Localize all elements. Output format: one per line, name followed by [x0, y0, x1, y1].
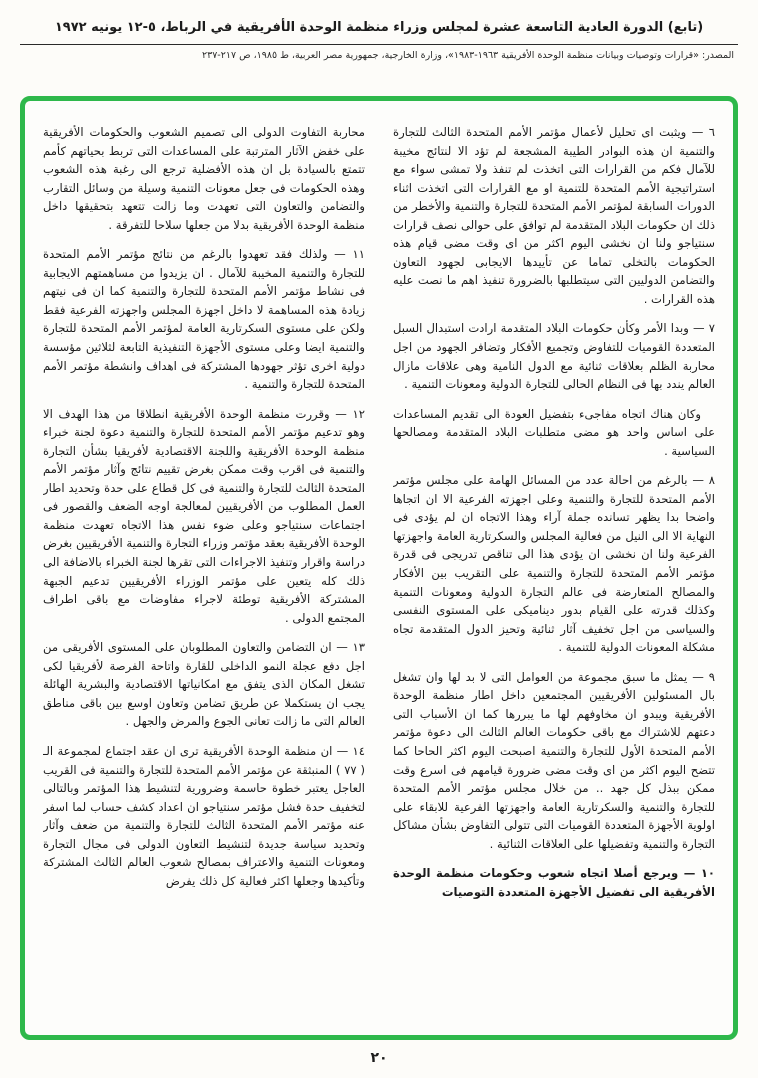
two-column-text — [43, 123, 715, 1017]
paragraph-continuation: محاربة التفاوت الدولى الى تصميم الشعوب والحكومات الأفريقية على خفض الآثار المترتبة على المساعدات التى تربط بحياتهم كأمم تتمتع بالسيادة بل ان هذه الأفضلية ترجع الى رغبة هذه الشعوب وهذه الحكومات فى جعل معونات التنمية وسيلة من وسائل التقارب والتضامن والتعاون التى تعهدت وما زالت تتعهد بتحقيقها داخل منظمة الوحدة الأفريقية بدلا من جعلها سلاحا للتفرقة . — [43, 125, 365, 232]
paragraph-9: ٩ — يمثل ما سبق مجموعة من العوامل التى لا بد لها وان تشغل بال المسئولين الأفريقيين المجتمعين داخل اطار منظمة الوحدة الأفريقية ويبدو ان مخاوفهم لها ما يبررها كما ان الأسباب التى دعتهم للاشتراك مع باقى حكومات العالم الثالث الى دعوة مؤتمر الأمم المتحدة الأول للتجارة والتنمية اصبحت اليوم اكثر الحاحا كما تتضح اليوم اكثر من اى وقت مضى ضرورة قيامهم فى اسرع وقت ممكن ببذل كل جهد .. من خلال مجلس مؤتمر الأمم المتحدة للتجارة والتنمية والسكرتارية العامة واجهزتها الفرعية للابقاء على اولوية الأجهزة المتعددة القوميات التى تتولى التفاوض بشأن مشاكل التجارة والتنمية وتفضيلها على العلاقات الثنائية . — [393, 669, 715, 851]
paragraph-12: ١٢ — وقررت منظمة الوحدة الأفريقية انطلاقا من هذا الهدف الا وهو تدعيم مؤتمر الأمم المتحدة للتجارة والتنمية دعوة لجنة خبراء منظمة الوحدة الأفريقية واللجنة الاقتصادية لأفريقيا بشأن التجارة والتنمية فى اقرب وقت ممكن بغرض تقييم نتائج وآثار مؤتمر الأمم المتحدة الثالث للتجارة والتنمية فى كل قطاع على حدة وتحديد اطار العمل المطلوب من الأفريقيين لمعالجة اوجه الضعف والقصور فى اجتماعات سنتياجو وعلى ضوء نفس هذا الاتجاه تعهدت منظمة الوحدة الأفريقية بعقد مؤتمر وزراء التجارة والتنمية الأفريقيين بغرض دراسة واقرار وتنفيذ الاجراءات التى تقرها لجنة الخبراء بالاضافة الى ذلك كله يتعين على مؤتمر الوزراء الأفريقيين تدعيم الجبهة المشتركة الأفريقية توطئة لاجراء مفاوضات مع باقى اطراف المجتمع الدولى . — [43, 406, 365, 625]
paragraph-10: ١٠ — ويرجع أصلا اتجاه شعوب وحكومات منظمة الوحدة الأفريقية الى تفضيل الأجهزة المتعددة التوصيات — [393, 866, 715, 899]
paragraph-13: ١٣ — ان التضامن والتعاون المطلوبان على المستوى الأفريقى من اجل دفع عجلة النمو الداخلى للقارة واتاحة الفرصة لأفريقيا لكى تشغل المكان الذى يتفق مع امكانياتها الاقتصادية والبشرية الهائلة يجب ان يستكملا عن طريق تضامن وتعاون اوسع بين باقى مناطق العالم التى ما زالت تعانى الجوع والمرض والجهل . — [43, 640, 365, 729]
header-divider — [20, 44, 738, 45]
page-number: ٢٠ — [370, 1050, 388, 1066]
page-header — [0, 0, 758, 61]
paragraph-7-continuation: وكان هناك اتجاه مفاجىء بتفضيل العودة الى تقديم المساعدات على اساس واحد هو مضى متطلبات البلاد المتقدمة ومصالحها السياسية . — [393, 406, 715, 458]
column-left — [43, 123, 365, 1017]
paragraph-14: ١٤ — ان منظمة الوحدة الأفريقية ترى ان عقد اجتماع لمجموعة الـ ( ٧٧ ) المنبثقة عن مؤتمر الأمم المتحدة للتجارة والتنمية فى القريب العاجل يعتبر خطوة حاسمة وضرورية لتنشيط هذا المؤتمر وبالتالى لتخفيف حدة فشل مؤتمر سنتياجو ان اعداد كشف حساب لما اسفر عنه مؤتمر الأمم المتحدة الثالث للتجارة والتنمية من ضعف وآثار وتحديد سياسة جديدة لتنشيط التعاون الدولى فى مجال التجارة ومعونات التنمية والاعتراف بمصالح شعوب العالم الثالث المشتركة وتأكيدها وجعلها اكثر فعالية كل ذلك يفرض — [43, 743, 365, 888]
paragraph-6: ٦ — ويثبت اى تحليل لأعمال مؤتمر الأمم المتحدة الثالث للتجارة والتنمية ان هذه البوادر الطيبة المشجعة لم تؤد الا لنتائج مخيبة للآمال فكم من القرارات التى اتخذت لم تنفذ ولا تمشى سواء مع استراتيجية الأمم المتحدة للتنمية او مع القرارات التى اتخذت اثناء الدورات السابقة لمؤتمر الأمم المتحدة للتجارة والتنمية والأخطر من ذلك ان حكومات البلاد المتقدمة لم توافق على حوالى نصف قرارات سنتياجو ولنا ان نخشى اليوم اكثر من اى وقت مضى قيام هذه الحكومات بالتخلى تماما عن تأييدها الايجابى لجهود التعاون والتضامن الدوليين التى سيتطلبها بالضرورة تنفيذ اهم ما نصت عليه هذه القرارات . — [393, 125, 715, 306]
paragraph-11: ١١ — ولذلك فقد تعهدوا بالرغم من نتائج مؤتمر الأمم المتحدة للتجارة والتنمية المخيبة للآمال . ان يزيدوا من مساهمتهم الايجابية فى نشاط مؤتمر الأمم المتحدة للتجارة والتنمية كما ان فى نيتهم زيادة هذه المساهمة لا داخل اجهزة المجلس واجهزته الفرعية فقط ولكن على مستوى السكرتارية العامة لمؤتمر الأمم المتحدة للتجارة والتنمية ايضا وعلى مستوى الأجهزة التنفيذية التابعة لثلاثين مؤسسة دولية اخرى تؤثر جهودها المشتركة فى اهداف وانشطة مؤتمر الأمم المتحدة للتجارة والتنمية . — [43, 247, 365, 392]
source-line: المصدر: «قرارات وتوصيات وبيانات منظمة الوحدة الأفريقية ١٩٦٣-١٩٨٣»، وزارة الخارجية، جمهورية مصر العربية، ط ١٩٨٥، ص ٢١٧-٢٣٧ — [201, 50, 734, 61]
content-frame — [20, 96, 738, 1040]
paragraph-7: ٧ — وبدا الأمر وكأن حكومات البلاد المتقدمة ارادت استبدال السبل المتعددة القوميات للتفاوض وتجميع الأفكار وتضافر الجهود من اجل محاربة الظلم بعلاقات ثنائية مع الدول النامية وهى علاقات مازال العالم يندد بها فى النظام الحالى للتجارة الدولية ومعونات التنمية . — [393, 321, 715, 392]
page-title: (تابع) الدورة العادية التاسعة عشرة لمجلس وزراء منظمة الوحدة الأفريقية في الرباط، ٥-١٢ يونيه ١٩٧٢ — [54, 20, 704, 35]
paragraph-8: ٨ — بالرغم من احالة عدد من المسائل الهامة على مجلس مؤتمر الأمم المتحدة للتجارة والتنمية وعلى اجهزته الفرعية الا ان اتجاها واضحا بدا يظهر تسانده جملة آراء وهذا الاتجاه ان لم يؤدى فى النهاية الا الى النيل من فعالية المجلس والسكرتارية العامة واجهزتها الفرعية ولنا ان نخشى ان يؤدى هذا الى تناقص تدريجى فى قدرة مؤتمر الأمم المتحدة للتجارة والتنمية على التقريب بين الأفكار والمصالح المتعارضة فى عالم التجارة الدولية ومعونات التنمية وكذلك قدرته على القيام بدور ديناميكى على المستوى النفسى والسياسى من اجل تخفيف آثار ثنائية وتحيز الدول المتقدمة تجاه مشكلة المعونات الدولية للتنمية . — [393, 473, 715, 655]
column-right — [393, 123, 715, 1017]
